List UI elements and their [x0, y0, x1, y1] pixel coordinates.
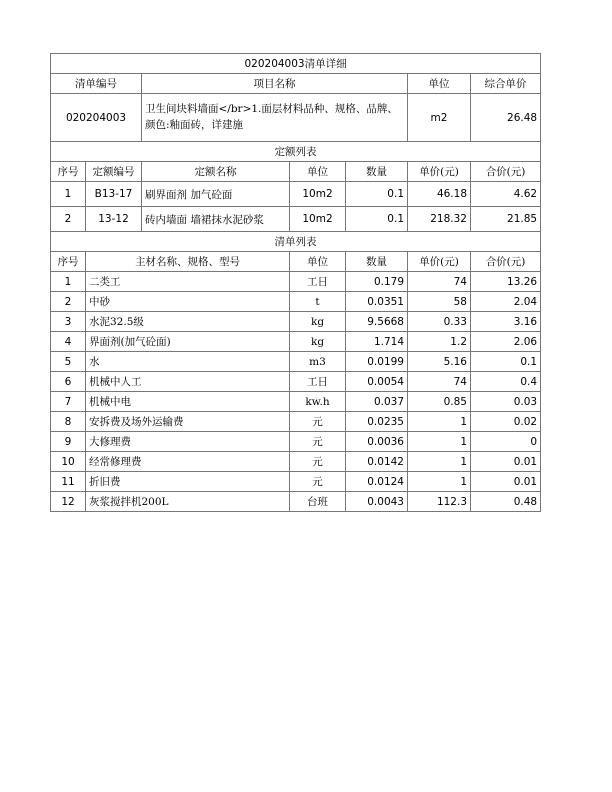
quota-row: [51, 182, 541, 207]
material-qty: 0.0235: [346, 412, 408, 432]
material-total: 0: [471, 432, 541, 452]
material-total: 3.16: [471, 312, 541, 332]
quota-qty: 0.1: [346, 207, 408, 232]
material-unit: 台班: [290, 492, 346, 512]
quota-header-cell: 单价(元): [408, 162, 471, 182]
quota-unit: 10m2: [290, 182, 346, 207]
material-no: 12: [51, 492, 86, 512]
material-qty: 0.0054: [346, 372, 408, 392]
bill-row: [51, 94, 541, 142]
material-row: [51, 392, 541, 412]
bill-header-row: [51, 74, 541, 94]
material-no: 9: [51, 432, 86, 452]
bill-code: 020204003: [51, 94, 142, 142]
material-price: 1: [408, 412, 471, 432]
material-total: 0.1: [471, 352, 541, 372]
material-no: 3: [51, 312, 86, 332]
material-total: 0.02: [471, 412, 541, 432]
material-name: 机械中电: [86, 392, 290, 412]
page-title: 020204003清单详细: [51, 54, 541, 74]
material-name: 经常修理费: [86, 452, 290, 472]
quota-unit: 10m2: [290, 207, 346, 232]
material-price: 5.16: [408, 352, 471, 372]
material-name: 中砂: [86, 292, 290, 312]
material-unit: 元: [290, 432, 346, 452]
material-price: 74: [408, 272, 471, 292]
material-no: 8: [51, 412, 86, 432]
material-row: [51, 372, 541, 392]
material-unit: m3: [290, 352, 346, 372]
quota-name: 刷界面剂 加气砼面: [142, 182, 290, 207]
material-total: 0.01: [471, 452, 541, 472]
quota-price: 218.32: [408, 207, 471, 232]
bill-unit-header: 单位: [408, 74, 471, 94]
material-unit: 元: [290, 452, 346, 472]
material-no: 10: [51, 452, 86, 472]
material-price: 1.2: [408, 332, 471, 352]
material-row: [51, 472, 541, 492]
material-unit: 元: [290, 472, 346, 492]
material-qty: 0.0351: [346, 292, 408, 312]
material-name: 机械中人工: [86, 372, 290, 392]
title-row: [51, 54, 541, 74]
material-no: 5: [51, 352, 86, 372]
material-qty: 0.0142: [346, 452, 408, 472]
quota-header-row: [51, 162, 541, 182]
material-no: 2: [51, 292, 86, 312]
material-name: 大修理费: [86, 432, 290, 452]
material-qty: 0.037: [346, 392, 408, 412]
material-qty: 0.0043: [346, 492, 408, 512]
quota-qty: 0.1: [346, 182, 408, 207]
bill-detail-table: [50, 53, 541, 512]
quota-total: 21.85: [471, 207, 541, 232]
material-unit: kw.h: [290, 392, 346, 412]
material-row: [51, 352, 541, 372]
bill-code-header: 清单编号: [51, 74, 142, 94]
quota-code: 13-12: [86, 207, 142, 232]
material-no: 11: [51, 472, 86, 492]
material-header-cell: 合价(元): [471, 252, 541, 272]
material-header-cell: 序号: [51, 252, 86, 272]
material-name: 水: [86, 352, 290, 372]
material-header-row: [51, 252, 541, 272]
quota-header-cell: 合价(元): [471, 162, 541, 182]
material-price: 74: [408, 372, 471, 392]
material-price: 1: [408, 452, 471, 472]
material-row: [51, 412, 541, 432]
material-price: 1: [408, 472, 471, 492]
material-no: 1: [51, 272, 86, 292]
material-row: [51, 312, 541, 332]
material-total: 0.4: [471, 372, 541, 392]
material-total: 2.06: [471, 332, 541, 352]
quota-no: 2: [51, 207, 86, 232]
quota-section-row: [51, 142, 541, 162]
quota-header-cell: 定额名称: [142, 162, 290, 182]
material-name: 折旧费: [86, 472, 290, 492]
bill-unit: m2: [408, 94, 471, 142]
material-total: 0.03: [471, 392, 541, 412]
material-unit: 工日: [290, 372, 346, 392]
material-unit: kg: [290, 312, 346, 332]
material-row: [51, 292, 541, 312]
bill-price: 26.48: [471, 94, 541, 142]
quota-row: [51, 207, 541, 232]
material-header-cell: 单位: [290, 252, 346, 272]
material-qty: 0.0199: [346, 352, 408, 372]
material-name: 安拆费及场外运输费: [86, 412, 290, 432]
material-row: [51, 432, 541, 452]
bill-name-header: 项目名称: [142, 74, 408, 94]
quota-price: 46.18: [408, 182, 471, 207]
material-qty: 0.179: [346, 272, 408, 292]
material-no: 6: [51, 372, 86, 392]
material-section-title: 清单列表: [51, 232, 541, 252]
material-qty: 1.714: [346, 332, 408, 352]
material-qty: 0.0036: [346, 432, 408, 452]
quota-no: 1: [51, 182, 86, 207]
material-qty: 0.0124: [346, 472, 408, 492]
material-header-cell: 主材名称、规格、型号: [86, 252, 290, 272]
quota-header-cell: 定额编号: [86, 162, 142, 182]
material-header-cell: 单价(元): [408, 252, 471, 272]
material-name: 水泥32.5级: [86, 312, 290, 332]
material-total: 0.48: [471, 492, 541, 512]
material-price: 58: [408, 292, 471, 312]
material-header-cell: 数量: [346, 252, 408, 272]
material-price: 0.85: [408, 392, 471, 412]
bill-price-header: 综合单价: [471, 74, 541, 94]
quota-header-cell: 单位: [290, 162, 346, 182]
material-name: 灰浆搅拌机200L: [86, 492, 290, 512]
quota-header-cell: 数量: [346, 162, 408, 182]
material-row: [51, 492, 541, 512]
quota-code: B13-17: [86, 182, 142, 207]
bill-name: 卫生间块料墙面</br>1.面层材料品种、规格、品牌、颜色:釉面砖，详建施: [142, 94, 408, 142]
material-unit: t: [290, 292, 346, 312]
material-no: 7: [51, 392, 86, 412]
material-price: 1: [408, 432, 471, 452]
material-section-row: [51, 232, 541, 252]
quota-total: 4.62: [471, 182, 541, 207]
material-name: 界面剂(加气砼面): [86, 332, 290, 352]
quota-section-title: 定额列表: [51, 142, 541, 162]
material-row: [51, 332, 541, 352]
quota-header-cell: 序号: [51, 162, 86, 182]
material-total: 0.01: [471, 472, 541, 492]
material-total: 13.26: [471, 272, 541, 292]
material-qty: 9.5668: [346, 312, 408, 332]
material-unit: kg: [290, 332, 346, 352]
material-unit: 元: [290, 412, 346, 432]
material-price: 0.33: [408, 312, 471, 332]
material-name: 二类工: [86, 272, 290, 292]
quota-name: 砖内墙面 墙裙抹水泥砂浆: [142, 207, 290, 232]
material-row: [51, 272, 541, 292]
material-no: 4: [51, 332, 86, 352]
material-total: 2.04: [471, 292, 541, 312]
material-price: 112.3: [408, 492, 471, 512]
material-row: [51, 452, 541, 472]
material-unit: 工日: [290, 272, 346, 292]
